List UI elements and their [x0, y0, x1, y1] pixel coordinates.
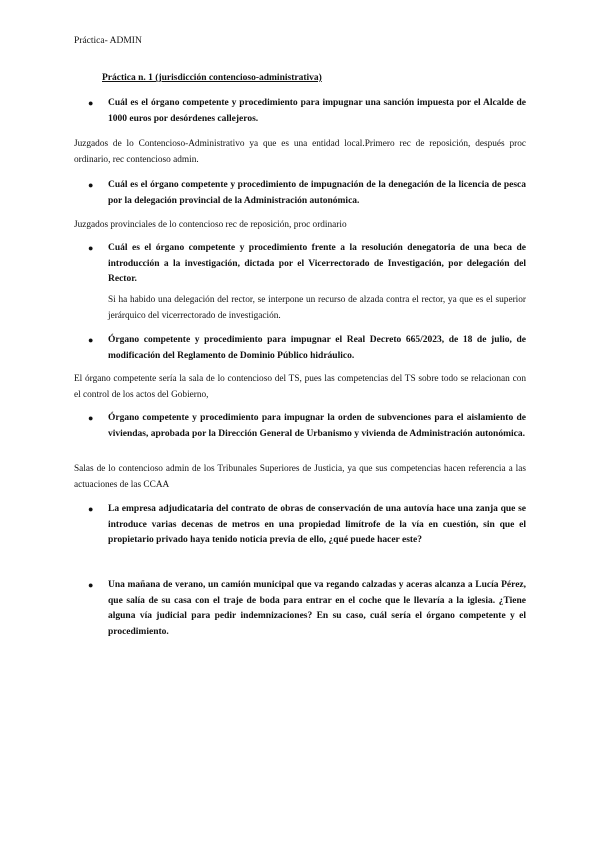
answer-1: Juzgados de lo Contencioso-Administrativo ya que es una entidad local.Primero rec de reposición, después proc ordinario, rec contencioso admin.	[74, 139, 526, 165]
bullet-marker: ●	[88, 580, 94, 590]
answer-4: El órgano competente sería la sala de lo contencioso del TS, pues las competencias del TS sobre todo se relacionan con el control de los actos del Gobierno,	[74, 374, 526, 400]
practice-title: Práctica n. 1 (jurisdicción contencioso-administrativa)	[102, 73, 322, 83]
bullet-marker: ●	[88, 413, 94, 423]
bullet-marker: ●	[88, 180, 94, 190]
question-2: Cuál es el órgano competente y procedimiento de impugnación de la denegación de la licencia de pesca por la delegación provincial de la Administración autonómica.	[108, 180, 526, 206]
answer-2: Juzgados provinciales de lo contencioso rec de reposición, proc ordinario	[74, 220, 347, 230]
page-header: Práctica- ADMIN	[74, 36, 142, 46]
question-6: La empresa adjudicataria del contrato de obras de conservación de una autovía hace una zanja que se introduce varias decenas de metros en una propiedad limítrofe de la vía en cuestión, sin que el propietario privado haya tenido noticia previa de ello, ¿qué puede hacer este?	[108, 504, 526, 545]
bullet-marker: ●	[88, 243, 94, 253]
question-5: Órgano competente y procedimiento para impugnar la orden de subvenciones para el aislamiento de viviendas, aprobada por la Dirección General de Urbanismo y vivienda de Administración autonómica.	[108, 413, 526, 439]
answer-3: Si ha habido una delegación del rector, se interpone un recurso de alzada contra el rector, ya que es el superior jerárquico del vicerrectorado de investigación.	[108, 295, 526, 321]
question-1: Cuál es el órgano competente y procedimiento para impugnar una sanción impuesta por el Alcalde de 1000 euros por desórdenes callejeros.	[108, 98, 526, 124]
question-4: Órgano competente y procedimiento para impugnar el Real Decreto 665/2023, de 18 de julio, de modificación del Reglamento de Dominio Público hidráulico.	[108, 335, 526, 361]
question-3: Cuál es el órgano competente y procedimiento frente a la resolución denegatoria de una beca de introducción a la investigación, dictada por el Vicerrectorado de Investigación, por delegación del Rector.	[108, 243, 526, 284]
bullet-marker: ●	[88, 504, 94, 514]
bullet-marker: ●	[88, 335, 94, 345]
bullet-marker: ●	[88, 98, 94, 108]
question-7: Una mañana de verano, un camión municipal que va regando calzadas y aceras alcanza a Lucía Pérez, que salía de su casa con el traje de boda para entrar en el coche que le llevaría a la iglesia. ¿Tiene alguna vía judicial para pedir indemnizaciones? En su caso, cuál sería el órgano competente y el procedimiento.	[108, 580, 526, 637]
answer-5: Salas de lo contencioso admin de los Tribunales Superiores de Justicia, ya que sus competencias hacen referencia a las actuaciones de las CCAA	[74, 464, 526, 490]
